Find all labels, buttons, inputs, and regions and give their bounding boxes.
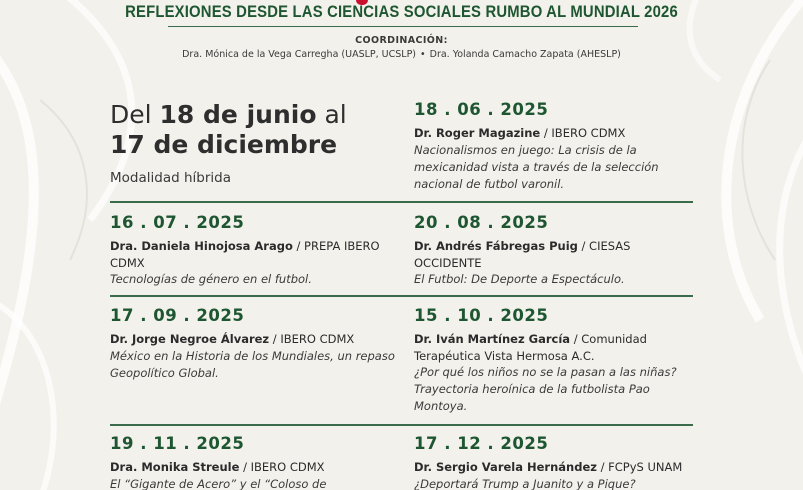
session-topic: México en la Historia de los Mundiales, un repaso Geopolítico Global. [110,348,395,380]
session-date: 18 . 06 . 2025 [414,100,549,119]
session-date: 17 . 12 . 2025 [414,434,549,453]
session-speaker-line [110,331,395,348]
coordinator-1: Dra. Mónica de la Vega Carregha (UASLP, UCSLP) [182,49,417,60]
session-date: 16 . 07 . 2025 [110,213,245,232]
speaker-affiliation: / IBERO CDMX [540,126,626,140]
intro-del: Del [110,100,160,129]
intro-start-date: 18 de junio [159,100,317,129]
speaker-affiliation: / CIESAS OCCIDENTE [414,239,631,270]
session-card [110,434,395,490]
speaker-name: Dr. Roger Magazine [414,126,541,140]
session-speaker-line [414,238,699,271]
session-date: 17 . 09 . 2025 [110,306,245,325]
coordinator-separator: • [420,49,426,60]
coordinators [0,49,803,60]
coordinator-2: Dra. Yolanda Camacho Zapata (AHESLP) [429,49,621,60]
session-card [414,434,699,490]
session-speaker-line [110,459,395,476]
session-date: 15 . 10 . 2025 [414,306,549,325]
session-speaker-line [414,125,699,142]
speaker-name: Dr. Jorge Negroe Álvarez [110,332,270,346]
row-divider [110,201,693,203]
session-topic: ¿Por qué los niños no se la pasan a las niñas? Trayectoria heroínica de la futbolista Pao Montoya. [414,365,677,413]
speaker-name: Dra. Monika Streule [110,460,240,474]
title-divider [168,26,638,27]
speaker-affiliation: / Comunidad Terapéutica Vista Hermosa A.C. [414,332,647,363]
session-card [414,213,699,288]
session-date: 19 . 11 . 2025 [110,434,245,453]
row-divider [110,295,693,297]
modality: Modalidad híbrida [110,170,231,186]
session-card [414,100,699,193]
speaker-name: Dr. Sergio Varela Hernández [414,460,597,474]
session-card [414,306,699,415]
session-topic: Nacionalismos en juego: La crisis de la mexicanidad vista a través de la selección nacional de futbol varonil. [414,142,659,191]
session-card [110,213,395,288]
session-card [110,306,395,382]
session-topic: Tecnologías de género en el futbol. [110,272,312,286]
speaker-affiliation: / IBERO CDMX [269,332,355,346]
session-topic: El Futbol: De Deporte a Espectáculo. [414,272,625,286]
session-date: 20 . 08 . 2025 [414,213,549,232]
speaker-name: Dra. Daniela Hinojosa Arago [110,239,293,253]
session-topic: ¿Deportará Trump a Juanito y a Pique? [414,476,636,490]
speaker-affiliation: / PREPA IBERO CDMX [110,239,380,270]
coordination-label: COORDINACIÓN: [355,35,448,46]
session-speaker-line [414,331,699,364]
session-topic: El “Gigante de Acero” y el “Coloso de [110,476,327,490]
speaker-name: Dr. Andrés Fábregas Puig [414,239,578,253]
speaker-affiliation: / IBERO CDMX [239,460,325,474]
row-divider [110,424,693,426]
date-range-intro [110,100,395,186]
speaker-affiliation: / FCPyS UNAM [596,460,683,474]
session-speaker-line [110,238,395,271]
intro-end-date: 17 de diciembre [110,130,338,159]
speaker-name: Dr. Iván Martínez García [414,332,571,346]
session-speaker-line [414,459,699,476]
event-title: REFLEXIONES DESDE LAS CIENCIAS SOCIALES RUMBO AL MUNDIAL 2026 [125,3,678,21]
intro-al: al [316,100,347,129]
